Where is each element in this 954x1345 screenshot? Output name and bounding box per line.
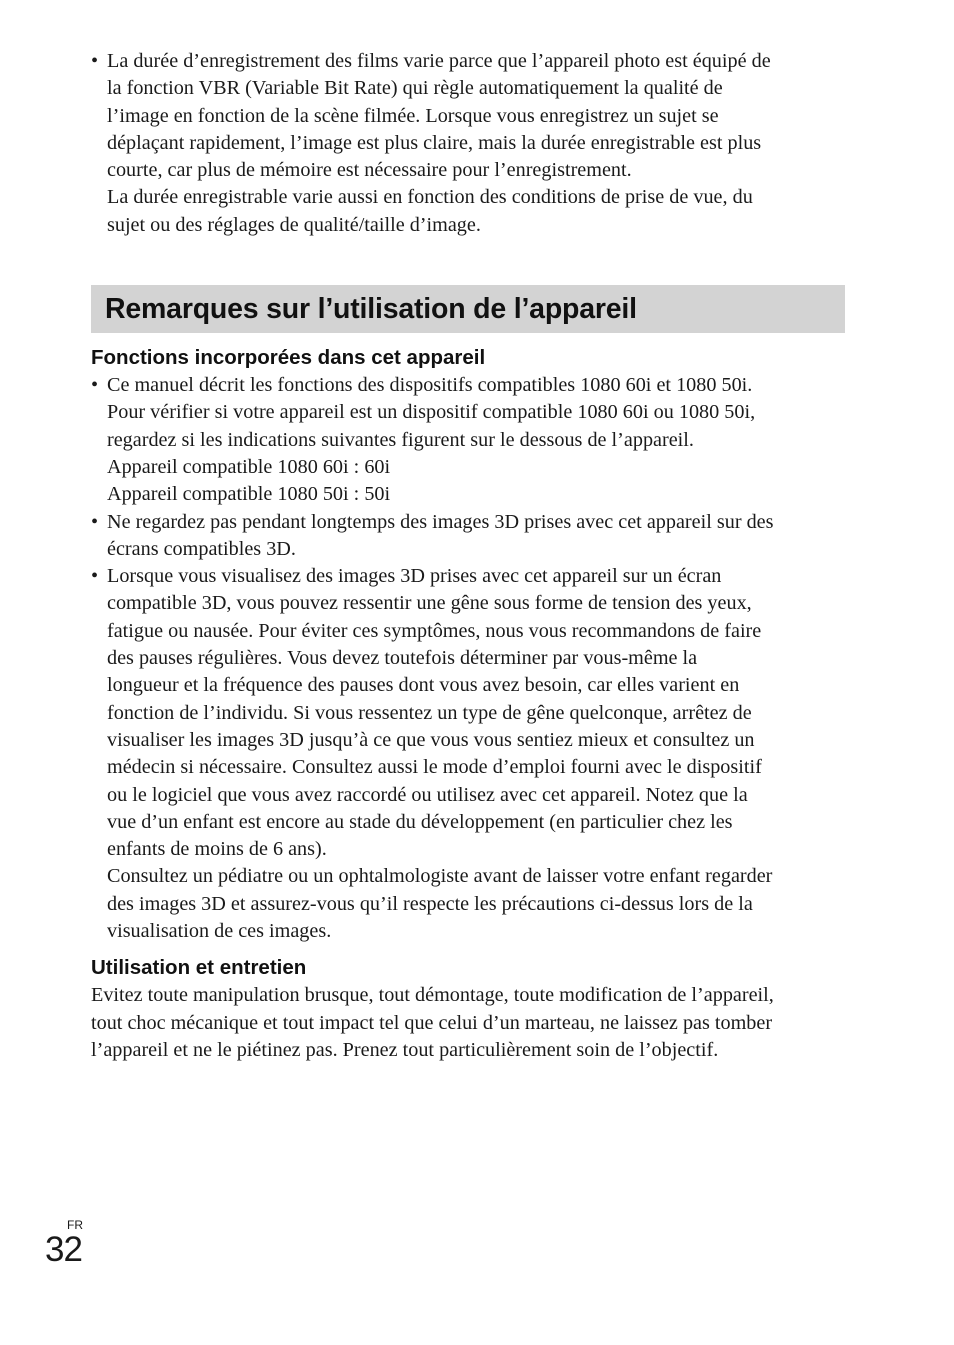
intro-bullet-list (91, 48, 845, 239)
text-line: Appareil compatible 1080 50i : 50i (107, 483, 391, 506)
text-line: visualisation de ces images. (107, 920, 332, 943)
text-line: Consultez un pédiatre ou un ophtalmologiste avant de laisser votre enfant regarder (107, 865, 773, 888)
text-line: regardez si les indications suivantes figurent sur le dessous de l’appareil. (107, 428, 694, 451)
text-line: fatigue ou nausée. Pour éviter ces symptômes, nous vous recommandons de faire (107, 619, 762, 642)
text-line: • Ne regardez pas pendant longtemps des images 3D prises avec cet appareil sur des (107, 510, 774, 533)
text-line: • La durée d’enregistrement des films varie parce que l’appareil photo est équipé de (107, 50, 771, 72)
text-line: déplaçant rapidement, l’image est plus claire, mais la durée enregistrable est plus (107, 131, 762, 154)
text-line: compatible 3D, vous pouvez ressentir une gêne sous forme de tension des yeux, (107, 592, 752, 615)
text-line: longueur et la fréquence des pauses dont vous avez besoin, car elles varient en (107, 674, 740, 697)
functions-bullet-list (91, 372, 845, 945)
text-line: l’appareil et ne le piétinez pas. Prenez tout particulièrement soin de l’objectif. (91, 1038, 719, 1061)
text-line: médecin si nécessaire. Consultez aussi le mode d’emploi fourni avec le dispositif (107, 756, 762, 779)
text-line: l’image en fonction de la scène filmée. Lorsque vous enregistrez un sujet se (107, 104, 719, 127)
text-line: courte, car plus de mémoire est nécessaire pour l’enregistrement. (107, 159, 632, 182)
text-line: • Lorsque vous visualisez des images 3D prises avec cet appareil sur un écran (107, 565, 722, 588)
text-line: ou le logiciel que vous avez raccordé ou utilisez avec cet appareil. Notez que la (107, 783, 748, 806)
text-line: visualiser les images 3D jusqu’à ce que vous vous sentiez mieux et consultez un (107, 728, 755, 751)
functions-heading: Fonctions incorporées dans cet appareil (91, 346, 486, 370)
vbr-paragraph (107, 48, 845, 184)
text-line: fonction de l’individu. Si vous ressentez un type de gêne quelconque, arrêtez de (107, 701, 752, 724)
text-line: vue d’un enfant est encore au stade du développement (en particulier chez les (107, 810, 733, 833)
recording-time-paragraph (107, 184, 845, 239)
page-footer (45, 1218, 83, 1268)
text-line: la fonction VBR (Variable Bit Rate) qui règle automatiquement la qualité de (107, 77, 723, 100)
text-line: La durée enregistrable varie aussi en fonction des conditions de prise de vue, du (107, 186, 753, 209)
text-line: Evitez toute manipulation brusque, tout démontage, toute modification de l’appareil, (91, 984, 774, 1007)
text-line: Pour vérifier si votre appareil est un dispositif compatible 1080 60i ou 1080 50i, (107, 401, 756, 424)
section-title: Remarques sur l’utilisation de l’appareil (105, 292, 637, 325)
maintenance-heading: Utilisation et entretien (91, 956, 307, 980)
bullet-vbr-recording (91, 48, 845, 239)
page-content (91, 48, 845, 1064)
text-line: tout choc mécanique et tout impact tel que celui d’un marteau, ne laissez pas tomber (91, 1011, 773, 1034)
page-number: 32 (45, 1230, 82, 1269)
bullet-3d-viewing-duration (91, 509, 845, 564)
text-line: • Ce manuel décrit les fonctions des dispositifs compatibles 1080 60i et 1080 50i. (107, 374, 753, 397)
text-line: des images 3D et assurez-vous qu’il respecte les précautions ci-dessus lors de la (107, 892, 753, 915)
text-line: sujet ou des réglages de qualité/taille d’image. (107, 213, 481, 236)
bullet-compatibility (91, 372, 845, 508)
text-line: des pauses régulières. Vous devez toutefois déterminer par vous-même la (107, 647, 698, 670)
section-banner (91, 285, 845, 333)
text-line: écrans compatibles 3D. (107, 537, 296, 560)
language-code: FR (67, 1218, 83, 1232)
maintenance-paragraph (91, 982, 845, 1064)
text-line: Appareil compatible 1080 60i : 60i (107, 455, 391, 478)
text-line: enfants de moins de 6 ans). (107, 838, 327, 861)
bullet-3d-discomfort (91, 563, 845, 945)
